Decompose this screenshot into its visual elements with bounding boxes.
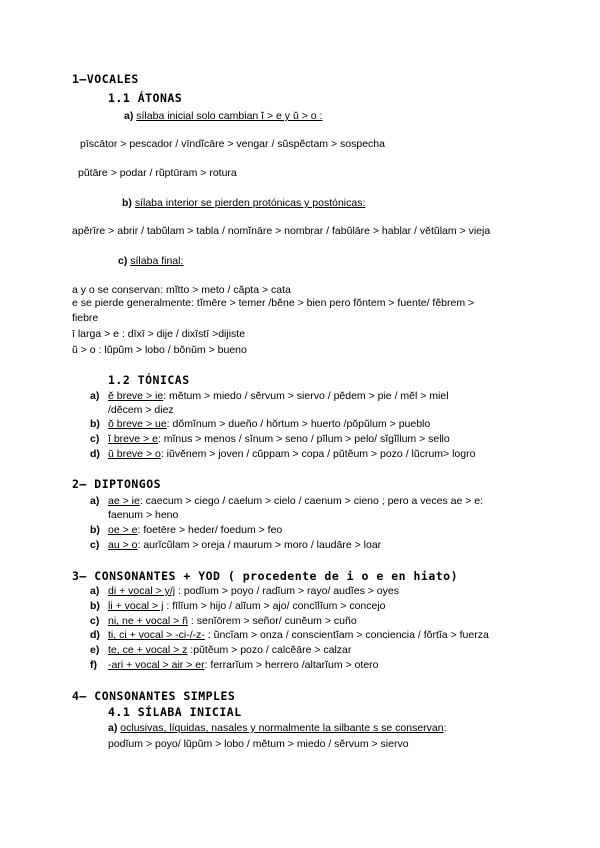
tonica-row: b) ŏ breve > ue: dŏmĭnum > dueño / hŏrtum > huerto /pŏpŭlum > pueblo: [90, 418, 431, 430]
tonica-row: a) ĕ breve > ie: mĕtum > miedo / sĕrvum > siervo / pĕdem > pie / mĕl > miel: [90, 390, 449, 402]
item-rule: ti, ci + vocal > -ci-/-z-: [108, 629, 205, 641]
item-examples: mĕtum > miedo / sĕrvum > siervo / pĕdem > pie / mĕl > miel: [166, 390, 449, 402]
section-heading-diptongos: 2– DIPTONGOS: [72, 477, 162, 491]
item-label: b): [90, 600, 100, 612]
example-line: a y o se conservan: mĭtto > meto / căpta > cata: [72, 284, 291, 296]
yod-row: [90, 585, 399, 597]
item-rule: li + vocal > j: [108, 600, 164, 612]
item-examples: : caecum > ciego / caelum > cielo / caenum > cieno ; pero a veces ae > e:: [139, 495, 484, 507]
subheading-silaba-inicial: 4.1 SÍLABA INICIAL: [108, 705, 242, 719]
example-line: apĕrīre > abrir / tabŭlam > tabla / nomĭnāre > nombrar / fabŭlāre > hablar / vĕtŭlam > vieja: [72, 225, 491, 237]
item-rule: sílaba final:: [130, 255, 184, 267]
example-line: fiebre: [72, 312, 99, 324]
item-examples: : podĭum > poyo / radĭum > rayo/ audĭes > oyes: [175, 585, 399, 597]
subheading-tonicas: 1.2 TÓNICAS: [108, 373, 190, 387]
section-heading-consonantes-simples: 4– CONSONANTES SIMPLES: [72, 689, 236, 703]
item-rule: oclusivas, líquidas, nasales y normalmente la silbante s se conservan: [120, 722, 444, 734]
item-label: f): [90, 659, 97, 671]
item-label: c): [90, 615, 100, 627]
item-c-silaba-final: [118, 255, 183, 267]
tonica-row: d) ŭ breve > o: iŭvĕnem > joven / cŭppam > copa / pŭtĕum > pozo / lŭcrum> logro: [90, 448, 476, 460]
example-line: podĭum > poyo/ lŭpŭm > lobo / mĕtum > miedo / sĕrvum > siervo: [108, 738, 409, 750]
item-rule: ŭ breve > o: [108, 448, 161, 460]
tonica-row: c) ĭ breve > e: mĭnus > menos / sĭnum > seno / pĭlum > pelo/ sĭgĭllum > sello: [90, 433, 450, 445]
item-rule: ŏ breve > ue: [108, 418, 167, 430]
item-rule: sílaba inicial solo cambian ĭ > e y ŭ > o :: [136, 110, 323, 122]
example-line: pīscātor > pescador / vīndĭcāre > vengar / sŭspĕctam > sospecha: [80, 138, 385, 150]
section-heading-vocales: 1–VOCALES: [72, 72, 139, 86]
diptongo-continuation: faenum > heno: [108, 509, 179, 521]
item-examples: : fīlĭum > hijo / alĭum > ajo/ concĭlĭum > concejo: [163, 600, 386, 612]
item-examples: dŏmĭnum > dueño / hŏrtum > huerto /pŏpŭlum > pueblo: [169, 418, 431, 430]
item-a-silaba-inicial: [124, 110, 322, 122]
example-line: ī larga > e : dīxī > dije / dixīstī >dijiste: [72, 328, 246, 340]
item-label: b): [90, 418, 100, 430]
item-examples: :pŭtĕum > pozo / calcĕāre > calzar: [187, 644, 352, 656]
item-label: a): [90, 390, 100, 402]
yod-row: [90, 659, 379, 671]
yod-row: [90, 615, 357, 627]
item-rule: ĭ breve > e: [108, 433, 158, 445]
item-a-oclusivas: [108, 722, 447, 734]
yod-row: [90, 600, 386, 612]
item-label: b): [90, 524, 100, 536]
yod-row: [90, 644, 351, 656]
item-examples: : ŭncĭam > onza / conscientĭam > conciencia / fŏrtĭa > fuerza: [204, 629, 489, 641]
item-rule: oe > e: [108, 524, 138, 536]
item-rule: ĕ breve > ie: [108, 390, 164, 402]
example-line: pŭtāre > podar / rŭptūram > rotura: [78, 167, 237, 179]
tonica-continuation: /dĕcem > diez: [108, 404, 174, 416]
item-rule: ae > ie: [108, 495, 140, 507]
item-examples: iŭvĕnem > joven / cŭppam > copa / pŭtĕum > pozo / lŭcrum> logro: [163, 448, 476, 460]
item-rule: ni, ne + vocal > ñ: [108, 615, 188, 627]
diptongo-row: [90, 495, 483, 507]
item-examples: mĭnus > menos / sĭnum > seno / pĭlum > pelo/ sĭgĭllum > sello: [160, 433, 450, 445]
item-rule: -ari + vocal > air > er: [108, 659, 205, 671]
item-label: d): [90, 448, 100, 460]
item-examples: : senĭōrem > señor/ cunĕum > cuño: [187, 615, 357, 627]
item-colon: :: [443, 722, 447, 734]
item-examples: : foetēre > heder/ foedum > feo: [137, 524, 283, 536]
item-label: d): [90, 629, 100, 641]
item-label: c): [90, 433, 100, 445]
yod-row: [90, 629, 489, 641]
item-label: e): [90, 644, 100, 656]
diptongo-row: [90, 524, 282, 536]
item-rule: te, ce + vocal > z: [108, 644, 188, 656]
item-label: b): [122, 197, 132, 209]
item-examples: : ferrarĭum > herrero /altarĭum > otero: [204, 659, 379, 671]
item-b-silaba-interior: [122, 197, 365, 209]
example-line: e se pierde generalmente: tĭmēre > temer /bĕne > bien pero fŏntem > fuente/ fĕbrem >: [72, 297, 475, 309]
example-line: ŭ > o : lŭpŭm > lobo / bŏnŭm > bueno: [72, 344, 247, 356]
diptongo-row: [90, 539, 381, 551]
item-examples: : aurĭcŭlam > oreja / maurum > moro / laudāre > loar: [137, 539, 382, 551]
item-label: a): [90, 495, 100, 507]
item-label: a): [108, 722, 118, 734]
item-rule: au > o: [108, 539, 138, 551]
item-label: c): [90, 539, 100, 551]
item-rule: di + vocal > y/j: [108, 585, 176, 597]
item-label: c): [118, 255, 128, 267]
section-heading-consonantes-yod: 3– CONSONANTES + YOD ( procedente de i o e en hiato): [72, 569, 459, 583]
item-label: a): [90, 585, 100, 597]
subheading-atonas: 1.1 ÁTONAS: [108, 91, 183, 105]
item-rule: sílaba interior se pierden protónicas y postónicas:: [134, 197, 366, 209]
item-label: a): [124, 110, 134, 122]
